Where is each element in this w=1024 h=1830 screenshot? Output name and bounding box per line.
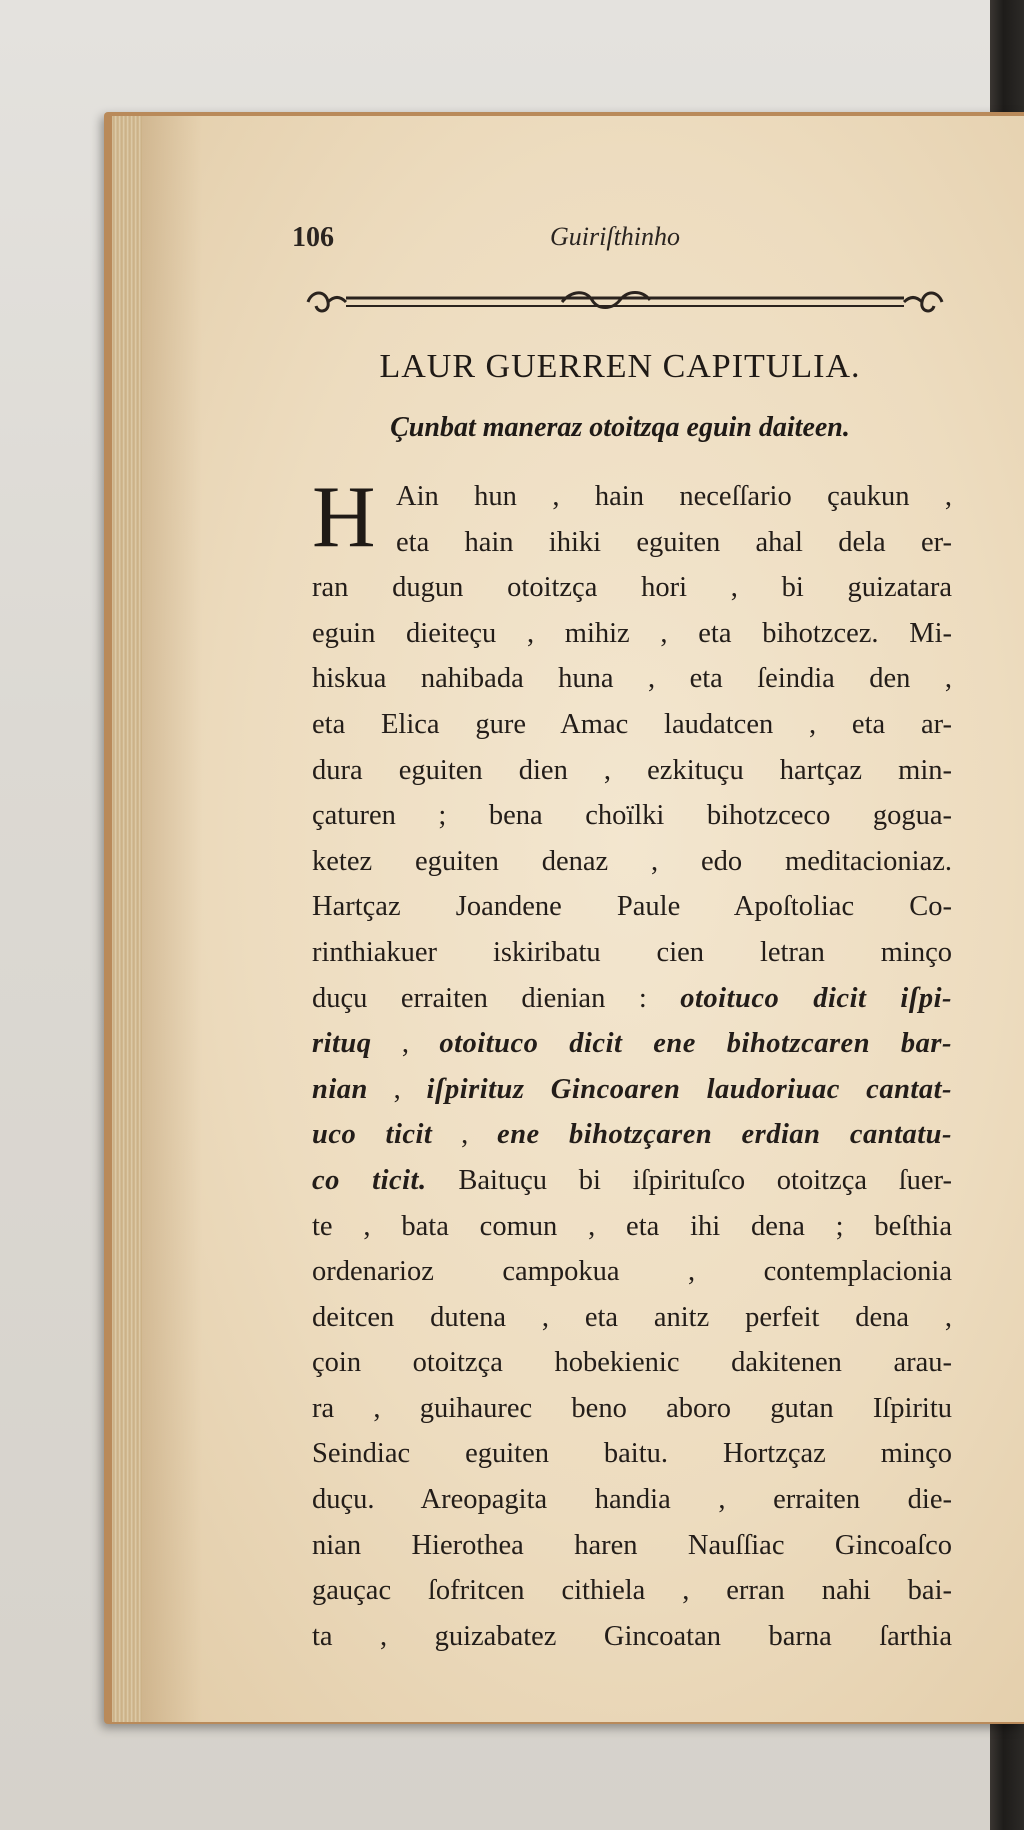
text-line [312,1614,952,1660]
text-span: hiskua nahibada huna , eta ſeindia den , [312,663,952,695]
text-span: duçu. Areopagita handia , erraiten die- [312,1484,952,1516]
text-span: eguin dieiteçu , mihiz , eta bihotzcez. Mi- [312,617,952,649]
text-line [312,976,952,1022]
text-span: Ain hun , hain neceſſario çaukun , [396,481,952,512]
italic-text-span: otoituco dicit iſpi- [680,982,952,1014]
text-line [312,656,952,702]
text-line [312,1568,952,1614]
text-span: ordenarioz campokua , contemplacionia [312,1256,952,1288]
text-line [312,839,952,885]
italic-text-span: co ticit. [312,1164,427,1196]
text-line [312,1340,952,1386]
text-line [312,1204,952,1250]
running-title: Guiriſthinho [550,222,681,251]
italic-text-span: ene bihotzçaren erdian cantatu- [497,1119,952,1151]
text-line [312,1021,952,1067]
text-span: , [371,1028,440,1060]
text-line [312,1067,952,1113]
text-line [312,474,952,520]
drop-cap: H [312,469,376,566]
text-span: te , bata comun , eta ihi dena ; beſthia [312,1210,952,1242]
text-line [312,1431,952,1477]
page-stack-edge [112,116,145,1722]
body-text [312,469,952,1659]
chapter-subtitle: Çunbat maneraz otoitzqa eguin daiteen. [390,412,850,443]
italic-text-span: rituq [312,1028,372,1060]
text-line [312,930,952,976]
text-span: dura eguiten dien , ezkituçu hartçaz min- [312,754,952,786]
text-line [312,520,952,566]
italic-text-span: iſpirituz Gincoaren laudoriuac cantat- [426,1073,952,1105]
text-span: rinthiakuer iskiribatu cien letran minço [312,936,952,968]
text-span: gauçac ſofritcen cithiela , erran nahi bai- [312,1575,952,1607]
text-span: çaturen ; bena choïlki bihotzceco gogua- [312,800,952,832]
text-span: Baituçu bi iſpirituſco otoitzça ſuer- [426,1164,952,1196]
text-line [312,1158,952,1204]
text-span: ran dugun otoitzça hori , bi guizatara [312,572,952,604]
text-line [312,565,952,611]
page-number: 106 [292,222,334,253]
italic-text-span: uco ticit [312,1119,433,1151]
text-line [312,1477,952,1523]
text-line [312,702,952,748]
text-line [312,1386,952,1432]
text-span: eta Elica gure Amac laudatcen , eta ar- [312,708,952,740]
text-line [312,1249,952,1295]
running-head [292,222,732,258]
text-span: deitcen dutena , eta anitz perfeit dena , [312,1301,952,1333]
text-span: eta hain ihiki eguiten ahal dela er- [396,526,952,558]
text-line [312,793,952,839]
chapter-title: LAUR GUERREN CAPITULIA. [379,348,861,385]
text-span: , [367,1073,427,1105]
text-span: ketez eguiten denaz , edo meditacioniaz. [312,845,952,877]
text-line [312,611,952,657]
text-span: Hartçaz Joandene Paule Apoſtoliac Co- [312,891,952,923]
text-span: nian Hierothea haren Nauſſiac Gincoaſco [312,1529,952,1561]
text-span: çoin otoitzça hobekienic dakitenen arau- [312,1347,952,1379]
text-line [312,1112,952,1158]
italic-text-span: otoituco dicit ene bihotzcaren bar- [439,1028,952,1060]
text-line [312,884,952,930]
text-span: Seindiac eguiten baitu. Hortzçaz minço [312,1438,952,1470]
text-span: , [432,1119,498,1151]
text-line [312,748,952,794]
text-span: ta , guizabatez Gincoatan barna ſarthia [312,1620,952,1652]
ornament-divider [302,286,948,318]
text-line [312,1295,952,1341]
text-span: duçu erraiten dienian : [312,982,681,1014]
text-line [312,1523,952,1569]
text-span: ra , guihaurec beno aboro gutan Iſpiritu [312,1392,952,1424]
italic-text-span: nian [312,1073,368,1105]
